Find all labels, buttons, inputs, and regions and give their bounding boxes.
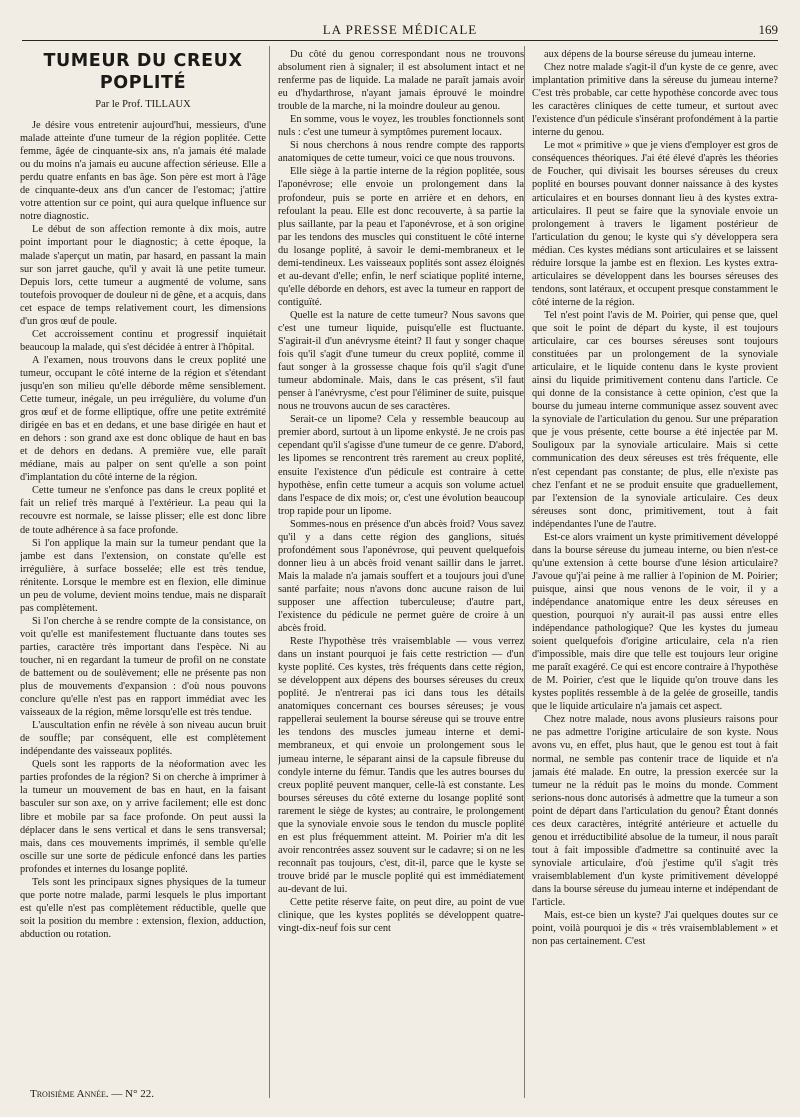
paragraph: Chez notre malade, nous avons plusieurs raisons pour ne pas admettre l'origine articulaire de son kyste. Nous avons vu, en effet, plus haut, que le genou est tout à fait normal, ne semble pas contenir trace de liquide et n'a jamais été malade. En outre, la pression exercée sur la tumeur ne la réduit pas le moins du monde. Comment serions-nous donc autorisés à admettre que la tumeur a son point de départ dans l'articulation du genou? Étant donnés ces deux caractères, intégrité antérieure et actuelle du genou et irréductibilité absolue de la tumeur, il nous paraît tout à fait impossible d'admettre sa continuité avec la synoviale articulaire, d'où j'estime qu'il s'agit très vraisemblablement d'un kyste primitivement développé dans la bourse séreuse du jumeau interne et indépendant de l'article. xyxy=(532,714,778,909)
journal-title: LA PRESSE MÉDICALE xyxy=(322,22,478,37)
paragraph: L'auscultation enfin ne révèle à son niveau aucun bruit de souffle; par conséquent, elle est complètement indépendante des vaisseaux poplités. xyxy=(20,720,266,758)
paragraph: Reste l'hypothèse très vraisemblable — vous verrez dans un instant pourquoi je fais cette restriction — d'un kyste poplité. Ces kystes, très fréquents dans cette région, se développent aux dépens des bourses séreuses du creux poplité. Je n'entrerai pas ici dans tous les détails anatomiques concernant ces bourses séreuses; je vous rappellerai seulement la bourse séreuse qui se trouve entre les tendons des muscles jumeau interne et demi-membraneux, et qui envoie un prolongement sous le jumeau interne, le séparant ainsi de la capsule fibreuse du condyle interne du fémur. Tandis que les autres bourses du creux poplité peuvent manquer, celle-là est constante. Les bourses séreuses du côté externe du losange poplité sont rarement le siège de kystes; au contraire, le prolongement que la synoviale envoie sous le tendon du muscle poplité en est plus fréquemment atteint. M. Poirier m'a dit les avoir rencontrées assez souvent sur le cadavre; si on ne les reconnaît pas toujours, c'est, dit-il, parce que le kyste se trouve bridé par le muscle poplité qui est immédiatement au-devant de lui. xyxy=(278,636,524,895)
column-divider xyxy=(269,46,270,1098)
article-author: Par le Prof. TILLAUX xyxy=(95,99,191,110)
paragraph: Cet accroissement continu et progressif inquiétait beaucoup la malade, qui s'est décidée à entrer à l'hôpital. xyxy=(20,328,266,353)
text-column-1 xyxy=(20,48,266,1108)
paragraph: Mais, est-ce bien un kyste? J'ai quelques doutes sur ce point, voilà pourquoi je dis « très vraisemblablement » et non pas certainement. C'est xyxy=(532,910,778,948)
paragraph: Si l'on cherche à se rendre compte de la consistance, on voit qu'elle est manifestement fluctuante dans toutes ses parties, caractère très important dans l'espèce. Ni au toucher, ni en regardant la tumeur de profil on ne constate de battement ou de soulèvement; elle ne présente pas non plus de mouvements d'expansion : d'où nous pouvons conclure qu'elle n'est pas en rapport immédiat avec les vaisseaux de la région, même lorsqu'elle est très tendue. xyxy=(20,615,266,719)
article-title: TUMEUR DU CREUX POPLITÉ xyxy=(43,51,243,93)
paragraph: Chez notre malade s'agit-il d'un kyste de ce genre, avec implantation primitive dans la séreuse du jumeau interne? C'est très probable, car cette hypothèse concorde avec tous les caractères cliniques de cette tumeur, et surtout avec l'existence d'un pédicule s'insérant profondément à la partie interne du genou. xyxy=(532,62,778,139)
paragraph: Quelle est la nature de cette tumeur? Nous savons que c'est une tumeur liquide, puisqu'elle est fluctuante. S'agirait-il d'un anévrysme éteint? Il faut y songer chaque fois qu'il s'agit d'une tumeur du creux poplité, comme il faut songer à la grossesse chaque fois qu'il s'agit d'une tumeur abdominale. Mais, dans le cas présent, s'il faut penser à l'anévrysme, c'est pour l'éliminer de suite, puisque nous ne trouvons aucun de ses caractères. xyxy=(278,309,524,413)
paragraph: Cette petite réserve faite, on peut dire, au point de vue clinique, que les kystes poplités se développent quatre-vingt-dix-neuf fois sur cent xyxy=(278,897,524,935)
paragraph: aux dépens de la bourse séreuse du jumeau interne. xyxy=(544,49,756,60)
paragraph: Le début de son affection remonte à dix mois, autre point important pour le diagnostic; à cette époque, la malade s'aperçut un matin, par hasard, en passant la main sur son jarret gauche, qu'il y avait là une petite tumeur. Depuis lors, cette tumeur a augmenté de volume, sans toutefois provoquer de douleur ni de gêne, et a acquis, dans cet espace de temps relativement court, les dimensions d'un gros œuf de poule. xyxy=(20,224,266,327)
text-column-3 xyxy=(532,48,778,1108)
issue-label: Troisième Année. — N° 22. xyxy=(30,1088,155,1100)
paragraph: Est-ce alors vraiment un kyste primitivement développé dans la bourse séreuse du jumeau interne, ou bien n'est-ce qu'une extension à cette bourse d'une lésion articulaire? J'avoue qu'j'ai peine à me rallier à l'opinion de M. Poirier; puisque, ainsi que nous venons de le voir, il y a indépendance anatomique entre les deux séreuses en question, pourquoi n'y aurait-il pas aussi entre elles indépendance pathologique? Que les kystes du jumeau soient quelquefois d'origine articulaire, cela n'a rien d'impossible, mais dire que telle est toujours leur origine me paraît exagéré. Ce qui est encore contraire à l'hypothèse de M. Poirier, c'est que le liquide qu'on trouve dans les kystes poplités ressemble à de la gelée de groseille, tandis que le liquide articulaire n'a jamais cet aspect. xyxy=(532,531,778,713)
page-header xyxy=(22,10,778,41)
paragraph: Si nous cherchons à nous rendre compte des rapports anatomiques de cette tumeur, voici ce que nous trouvons. xyxy=(278,140,524,165)
paragraph: En somme, vous le voyez, les troubles fonctionnels sont nuls : c'est une tumeur à symptômes purement locaux. xyxy=(278,114,524,139)
paragraph: Quels sont les rapports de la néoformation avec les parties profondes de la région? Si on cherche à imprimer à la tumeur un mouvement de bas en haut, en la faisant basculer sur son axe, on y arrive facilement; elle est donc libre et mobile par sa face profonde. On peut aussi la déplacer dans le sens vertical et dans le sens transversal; mais, dans ces mouvements imprimés, il semble qu'elle oscille sur une sorte de pédicule enfoncé dans les parties profondes et internes du losange poplité. xyxy=(20,759,266,875)
paragraph: Si l'on applique la main sur la tumeur pendant que la jambe est dans l'extension, on constate qu'elle est irrégulière, à surface bosselée; elle est très tendue, rénitente. Lorsque le membre est en flexion, elle diminue un peu de volume, devient moins tendue, mais ne disparaît pas complètement. xyxy=(20,537,266,614)
paragraph: Tels sont les principaux signes physiques de la tumeur que porte notre malade, parmi lesquels le plus important est qu'elle n'est pas complètement réductible, quelle que soit la position du membre : extension, flexion, adduction, abduction ou rotation. xyxy=(20,876,266,940)
paragraph: Du côté du genou correspondant nous ne trouvons absolument rien à signaler; il est absolument intact et ne renferme pas de liquide. La malade ne paraît jamais avoir eu d'hydarthrose, n'ayant jamais éprouvé le moindre trouble de la marche, ni la moindre douleur au genou. xyxy=(278,49,524,113)
column-divider xyxy=(524,46,525,1098)
paragraph: Cette tumeur ne s'enfonce pas dans le creux poplité et fait un relief très marqué à l'extérieur. La peau qui la recouvre est normale, se laisse plisser; elle est donc libre de toute adhérence à sa face profonde. xyxy=(20,485,266,536)
paragraph: Tel n'est point l'avis de M. Poirier, qui pense que, quel que soit le point de départ du kyste, il est toujours articulaire, car ces bourses séreuses sont toujours constituées par un prolongement de la synoviale articulaire, et le liquide contenu dans le kyste provient ainsi du liquide primitivement contenu dans l'article. Ce qui donne de la consistance à cette opinion, c'est que la bourse du jumeau interne communique assez souvent avec la synoviale de l'articulation du genou. Sur une préparation que je vous présente, cette bourse a été injectée par M. Souligoux par la synoviale articulaire. Mais si cette communication des deux séreuses est très fréquente, elle n'est cependant pas constante; de plus, elle n'existe pas chez l'enfant et ne se produit ensuite que graduellement, par l'extension de la synoviale articulaire. Ces deux séreuses sont donc, primitivement, tout à fait indépendantes l'une de l'autre. xyxy=(532,309,778,530)
paragraph: Sommes-nous en présence d'un abcès froid? Vous savez qu'il y a dans cette région des ganglions, situés profondément sous l'aponévrose, qui peuvent quelquefois donner lieu à un abcès froid venant saillir dans le jarret. Mais la malade n'a jamais souffert et a toujours joui d'une santé parfaite; nous n'avons donc aucune raison de lui supposer une affection tuberculeuse; d'autre part, l'existence du pédicule ne permet guère de croire à un abcès froid. xyxy=(278,518,524,635)
text-column-2 xyxy=(278,48,524,1108)
paragraph: Serait-ce un lipome? Cela y ressemble beaucoup au premier abord, surtout à un lipome enkysté. Je ne crois pas cependant qu'il s'agisse d'une tumeur de ce genre. D'abord, les lipomes se rencontrent très rarement au creux poplité, ensuite l'existence d'un pédicule est contraire à cette hypothèse, enfin cette tumeur a acquis son volume actuel dans l'espace de dix mois; or, c'est une évolution beaucoup trop rapide pour un lipome. xyxy=(278,414,524,517)
page-number: 169 xyxy=(758,22,778,37)
paragraph: Le mot « primitive » que je viens d'employer est gros de conséquences théoriques. J'ai été élevé d'après les théories de Foucher, qui divisait les bourses séreuses du creux poplité en bourses pouvant donner naissance à des kystes articulaires et en bourses donnant lieu à des kystes extra-articulaires. Il peut se faire que la synoviale envoie un prolongement à travers le ligament postérieur de l'articulation du genou; le kyste qui s'y développera sera médian. Ces kystes médians sont articulaires et se laissent réduire lorsque la jambe est en flexion. Les kystes extra-articulaires se développent dans les bourses séreuses des tendons, sont latéraux, et occupent presque constamment le côté interne de la région. xyxy=(532,140,778,308)
paragraph: Elle siège à la partie interne de la région poplitée, sous l'aponévrose; elle envoie un prolongement dans la profondeur, puis se porte en arrière et en dehors, en refoulant la peau. Elle est donc recouverte, à sa partie la plus saillante, par la peau et l'aponévrose, et à son origine par les tendons des muscles qui constituent le côté interne du losange poplité, à savoir le demi-membraneux et le demi-tendineux. Les vaisseaux poplités sont assez éloignés et au-devant d'elle; enfin, le nerf sciatique poplité interne, qu'elle déborde en dehors, est avec la tumeur en rapport de contiguïté. xyxy=(278,166,524,308)
issue-footer xyxy=(30,1088,154,1100)
paragraph: Je désire vous entretenir aujourd'hui, messieurs, d'une malade atteinte d'une tumeur de la région poplitée. Cette femme, âgée de cinquante-six ans, n'a jamais été malade ou du moins n'a jamais eu aucune affection sérieuse. Elle a perdu quatre enfants en bas âge. Son père est mort à l'âge de cinquante-deux ans d'un cancer de l'estomac; j'attire votre attention sur ce point, qui aura quelque influence sur notre diagnostic. xyxy=(20,120,266,223)
paragraph: A l'examen, nous trouvons dans le creux poplité une tumeur, occupant le côté interne de la région et s'étendant jusqu'en son milieu qu'elle déborde même sensiblement. Cette tumeur, inégale, un peu irrégulière, du volume d'un gros œuf et de forme elliptique, offre une petite extrémité dirigée en bas et en dedans, et une base dirigée en haut et en dehors : son grand axe est donc oblique de haut en bas et de dehors en dedans. A première vue, elle paraît médiane, mais au palper on sent qu'elle a son point d'implantation du côté interne de la région. xyxy=(20,354,266,484)
